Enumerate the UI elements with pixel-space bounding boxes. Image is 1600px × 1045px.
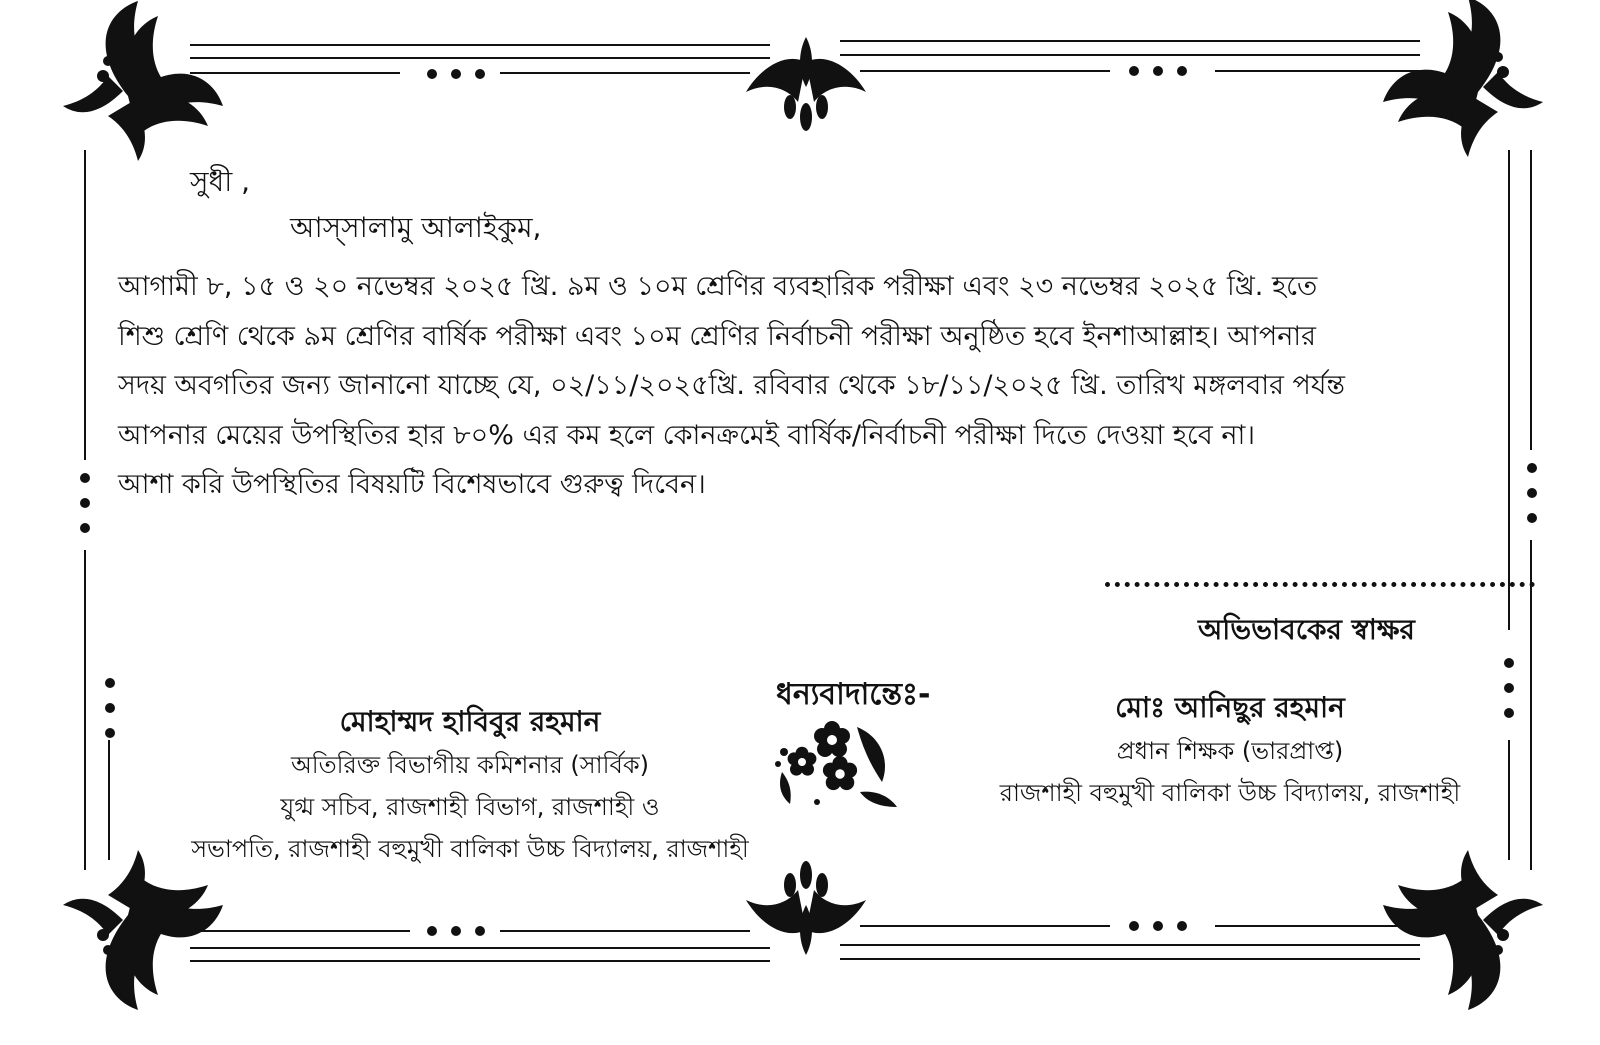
salutation: সুধী , xyxy=(190,165,251,198)
right-signatory-line: প্রধান শিক্ষক (ভারপ্রাপ্ত) xyxy=(1116,737,1344,765)
body-line: শিশু শ্রেণি থেকে ৯ম শ্রেণির বার্ষিক পরীক্ষা এবং ১০ম শ্রেণির নির্বাচনী পরীক্ষা অনুষ্ঠিত হবে ইনশাআল্লাহ। আপনার xyxy=(118,320,1316,352)
right-signatory-line: রাজশাহী বহুমুখী বালিকা উচ্চ বিদ্যালয়, রাজশাহী xyxy=(999,779,1461,807)
letter-body xyxy=(118,262,1538,510)
left-signatory-line: সভাপতি, রাজশাহী বহুমুখী বালিকা উচ্চ বিদ্যালয়, রাজশাহী xyxy=(191,835,749,863)
body-line: আগামী ৮, ১৫ ও ২০ নভেম্বর ২০২৫ খ্রি. ৯ম ও ১০ম শ্রেণির ব্যবহারিক পরীক্ষা এবং ২৩ নভেম্বর ২০২৫ খ্রি. হতে xyxy=(118,271,1318,302)
left-signatory xyxy=(120,700,820,870)
left-signatory-name: মোহাম্মদ হাবিবুর রহমান xyxy=(339,705,601,738)
body-line: আশা করি উপস্থিতির বিষয়টি বিশেষভাবে গুরুত্ব দিবেন। xyxy=(118,469,706,500)
right-signatory xyxy=(930,686,1530,814)
greeting: আস্‌সালামু আলাইকুম, xyxy=(290,211,542,244)
body-line: সদয় অবগতির জন্য জানানো যাচ্ছে যে, ০২/১১/২০২৫খ্রি. রবিবার থেকে ১৮/১১/২০২৫ খ্রি. তারিখ মঙ্গলবার পর্যন্ত xyxy=(118,370,1346,401)
right-signatory-name: মোঃ আনিছুর রহমান xyxy=(1115,691,1345,724)
closing-thanks: ধন্যবাদান্তেঃ- xyxy=(776,677,931,712)
guardian-signature-line xyxy=(1105,582,1535,587)
guardian-signature-label: অভিভাবকের স্বাক্ষর xyxy=(1198,613,1415,646)
left-signatory-line: যুগ্ম সচিব, রাজশাহী বিভাগ, রাজশাহী ও xyxy=(280,793,660,821)
left-signatory-line: অতিরিক্ত বিভাগীয় কমিশনার (সার্বিক) xyxy=(291,751,649,779)
body-line: আপনার মেয়ের উপস্থিতির হার ৮০% এর কম হলে কোনক্রমেই বার্ষিক/নির্বাচনী পরীক্ষা দিতে দেওয়া হবে না। xyxy=(118,419,1255,451)
